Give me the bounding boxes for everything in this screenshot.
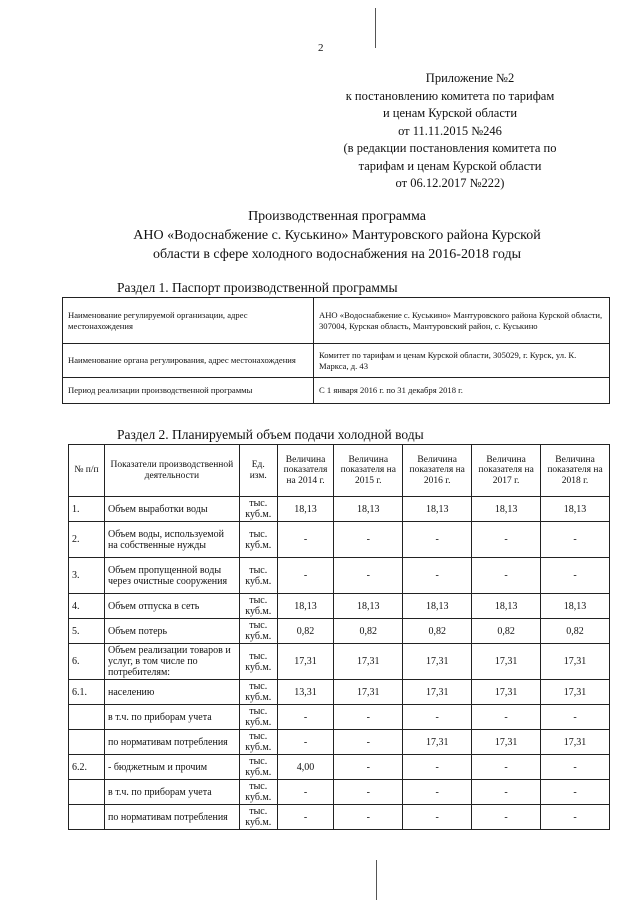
row-value: -	[334, 780, 403, 805]
row-indicator: - бюджетным и прочим	[104, 755, 239, 780]
table-row	[69, 522, 610, 558]
row-value: 17,31	[334, 644, 403, 680]
row-value: 17,31	[334, 680, 403, 705]
row-value: -	[334, 522, 403, 558]
row-indicator: населению	[104, 680, 239, 705]
scan-fold-line	[375, 8, 376, 48]
row-value: 17,31	[472, 730, 541, 755]
row-value: 18,13	[403, 594, 472, 619]
table-row	[69, 805, 610, 830]
row-value: 18,13	[403, 497, 472, 522]
row-value: -	[403, 780, 472, 805]
passport-label: Наименование регулируемой организации, адрес местонахождения	[63, 298, 314, 344]
row-value: 18,13	[277, 497, 334, 522]
row-value: 13,31	[277, 680, 334, 705]
table-row	[69, 594, 610, 619]
col-header: № п/п	[69, 445, 105, 497]
row-value: 18,13	[472, 497, 541, 522]
row-value: -	[277, 780, 334, 805]
row-value: 18,13	[334, 497, 403, 522]
passport-value: АНО «Водоснабжение с. Куськино» Мантуровского района Курской области, 307004, Курская область, Мантуровский район, с. Куськино	[314, 298, 610, 344]
row-number: 6.2.	[69, 755, 105, 780]
row-value: -	[403, 558, 472, 594]
row-number	[69, 780, 105, 805]
table-row	[69, 705, 610, 730]
row-value: -	[403, 705, 472, 730]
row-number: 1.	[69, 497, 105, 522]
document-title	[70, 207, 604, 264]
row-value: 17,31	[403, 730, 472, 755]
row-indicator: Объем отпуска в сеть	[104, 594, 239, 619]
row-indicator: по нормативам потребления	[104, 805, 239, 830]
row-unit: тыс. куб.м.	[239, 730, 277, 755]
row-unit: тыс. куб.м.	[239, 619, 277, 644]
page-number: 2	[318, 42, 324, 54]
row-number	[69, 805, 105, 830]
title-line: области в сфере холодного водоснабжения на 2016-2018 годы	[153, 247, 521, 262]
row-indicator: Объем реализации товаров и услуг, в том числе по потребителям:	[104, 644, 239, 680]
passport-value: Комитет по тарифам и ценам Курской области, 305029, г. Курск, ул. К. Маркса, д. 43	[314, 344, 610, 378]
row-value: -	[277, 805, 334, 830]
row-indicator: в т.ч. по приборам учета	[104, 780, 239, 805]
appendix-line: (в редакции постановления комитета по	[343, 141, 557, 155]
row-value: -	[472, 805, 541, 830]
table-row	[69, 558, 610, 594]
row-unit: тыс. куб.м.	[239, 780, 277, 805]
row-value: 18,13	[541, 594, 610, 619]
row-unit: тыс. куб.м.	[239, 805, 277, 830]
row-value: -	[541, 780, 610, 805]
section2-heading: Раздел 2. Планируемый объем подачи холодной воды	[117, 427, 424, 442]
appendix-line: от 06.12.2017 №222)	[395, 176, 505, 190]
row-unit: тыс. куб.м.	[239, 680, 277, 705]
table-row	[69, 497, 610, 522]
table-row	[63, 344, 610, 378]
row-value: -	[472, 705, 541, 730]
title-line: АНО «Водоснабжение с. Куськино» Мантуровского района Курской	[133, 228, 541, 243]
row-number: 6.	[69, 644, 105, 680]
row-value: -	[541, 805, 610, 830]
row-value: -	[472, 755, 541, 780]
passport-value: С 1 января 2016 г. по 31 декабря 2018 г.	[314, 378, 610, 404]
row-value: -	[472, 780, 541, 805]
row-value: -	[277, 705, 334, 730]
row-indicator: Объем пропущенной воды через очистные сооружения	[104, 558, 239, 594]
row-value: -	[541, 755, 610, 780]
row-value: 18,13	[541, 497, 610, 522]
row-value: -	[541, 558, 610, 594]
row-number: 5.	[69, 619, 105, 644]
row-value: -	[541, 705, 610, 730]
col-header: Величина показателя на 2017 г.	[472, 445, 541, 497]
row-value: -	[403, 805, 472, 830]
row-number: 2.	[69, 522, 105, 558]
table-row	[69, 680, 610, 705]
row-value: -	[403, 522, 472, 558]
row-value: -	[277, 522, 334, 558]
row-value: -	[334, 558, 403, 594]
appendix-line: Приложение №2	[425, 71, 515, 85]
appendix-line: и ценам Курской области	[382, 106, 518, 120]
row-value: -	[334, 805, 403, 830]
appendix-line: к постановлению комитета по тарифам	[345, 88, 555, 103]
row-value: 18,13	[472, 594, 541, 619]
table-row	[69, 644, 610, 680]
row-number	[69, 705, 105, 730]
row-value: -	[334, 730, 403, 755]
row-value: 0,82	[277, 619, 334, 644]
title-line: Производственная программа	[248, 209, 426, 224]
row-value: 18,13	[334, 594, 403, 619]
col-header: Показатели производственной деятельности	[104, 445, 239, 497]
row-number	[69, 730, 105, 755]
row-value: 17,31	[403, 680, 472, 705]
row-value: 17,31	[277, 644, 334, 680]
row-number: 4.	[69, 594, 105, 619]
row-value: 0,82	[472, 619, 541, 644]
table-row	[69, 780, 610, 805]
row-indicator: по нормативам потребления	[104, 730, 239, 755]
col-header: Величина показателя на 2014 г.	[277, 445, 334, 497]
row-value: 17,31	[541, 680, 610, 705]
row-value: 17,31	[541, 644, 610, 680]
row-value: 4,00	[277, 755, 334, 780]
table-row	[69, 619, 610, 644]
col-header: Величина показателя на 2016 г.	[403, 445, 472, 497]
row-value: 17,31	[403, 644, 472, 680]
row-value: -	[472, 522, 541, 558]
row-value: -	[277, 558, 334, 594]
col-header: Величина показателя на 2018 г.	[541, 445, 610, 497]
appendix-line: тарифам и ценам Курской области	[358, 158, 542, 173]
row-value: -	[277, 730, 334, 755]
row-unit: тыс. куб.м.	[239, 705, 277, 730]
table-row	[63, 378, 610, 404]
table-row	[69, 730, 610, 755]
row-unit: тыс. куб.м.	[239, 558, 277, 594]
row-value: -	[403, 755, 472, 780]
table-row	[63, 298, 610, 344]
table-row	[69, 755, 610, 780]
row-value: 0,82	[334, 619, 403, 644]
row-indicator: Объем выработки воды	[104, 497, 239, 522]
row-value: 18,13	[277, 594, 334, 619]
row-unit: тыс. куб.м.	[239, 644, 277, 680]
row-value: 17,31	[472, 644, 541, 680]
row-number: 6.1.	[69, 680, 105, 705]
row-unit: тыс. куб.м.	[239, 497, 277, 522]
appendix-block	[300, 70, 600, 193]
row-value: 0,82	[403, 619, 472, 644]
passport-table	[62, 297, 610, 404]
row-unit: тыс. куб.м.	[239, 522, 277, 558]
row-value: -	[334, 705, 403, 730]
section1-heading: Раздел 1. Паспорт производственной программы	[117, 280, 398, 295]
row-value: -	[541, 522, 610, 558]
row-value: 0,82	[541, 619, 610, 644]
row-value: 17,31	[541, 730, 610, 755]
scan-fold-line	[376, 860, 377, 900]
row-unit: тыс. куб.м.	[239, 594, 277, 619]
row-value: 17,31	[472, 680, 541, 705]
row-unit: тыс. куб.м.	[239, 755, 277, 780]
col-header: Величина показателя на 2015 г.	[334, 445, 403, 497]
col-header: Ед. изм.	[239, 445, 277, 497]
passport-label: Наименование органа регулирования, адрес местонахождения	[63, 344, 314, 378]
row-indicator: Объем воды, используемой на собственные нужды	[104, 522, 239, 558]
row-value: -	[334, 755, 403, 780]
volume-table	[68, 444, 610, 830]
row-indicator: Объем потерь	[104, 619, 239, 644]
row-value: -	[472, 558, 541, 594]
appendix-line: от 11.11.2015 №246	[398, 123, 502, 138]
row-number: 3.	[69, 558, 105, 594]
passport-label: Период реализации производственной программы	[63, 378, 314, 404]
row-indicator: в т.ч. по приборам учета	[104, 705, 239, 730]
table-header-row	[69, 445, 610, 497]
